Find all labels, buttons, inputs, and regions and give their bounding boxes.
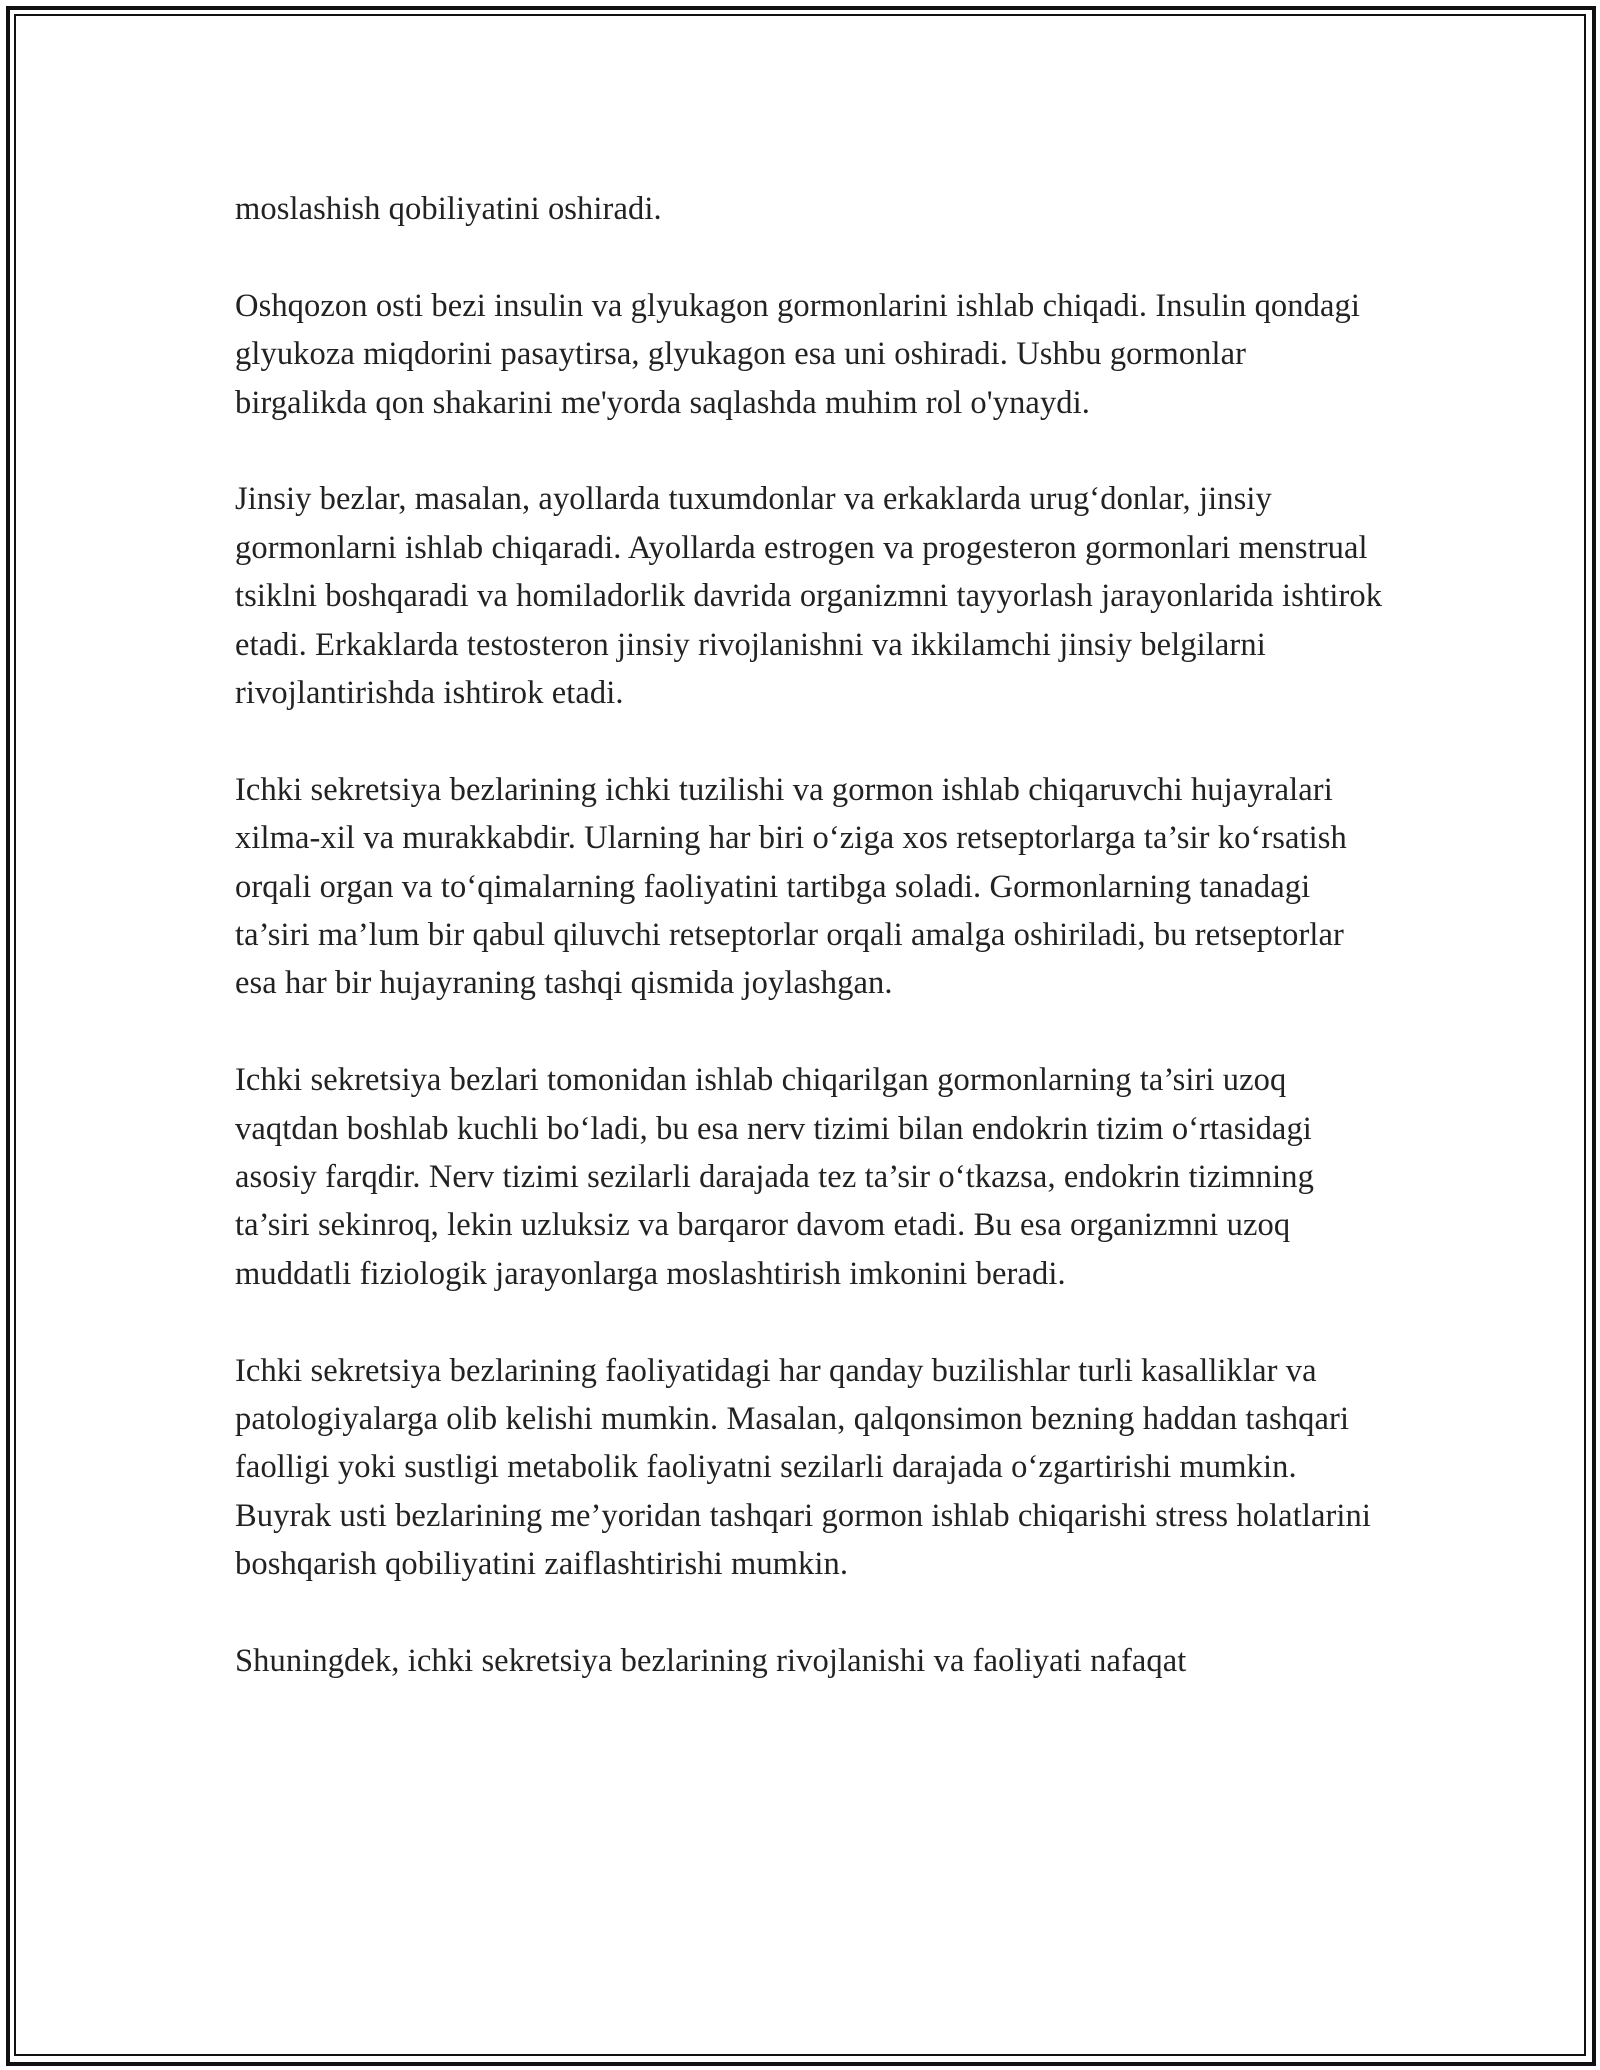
paragraph-development: Shuningdek, ichki sekretsiya bezlarining rivojlanishi va faoliyati nafaqat — [235, 1643, 1187, 1680]
paragraph-pancreas: Oshqozon osti bezi insulin va glyukagon gormonlarini ishlab chiqadi. Insulin qondagi glyukoza miqdorini pasaytirsa, glyukagon esa uni oshiradi. Ushbu gormonlar birgalikda qon shakarini me'yorda saqlashda muhim rol o'ynaydi. — [235, 287, 1360, 421]
paragraph-sex-glands: Jinsiy bezlar, masalan, ayollarda tuxumdonlar va erkaklarda urug‘donlar, jinsiy gormonlarni ishlab chiqaradi. Ayollarda estrogen va progesteron gormonlari menstrual tsiklni boshqaradi va homiladorlik davrida organizmni tayyorlash jarayonlarida ishtirok etadi. Erkaklarda testosteron jinsiy rivojlanishni va ikkilamchi jinsiy belgilarni rivojlantirishda ishtirok etadi. — [235, 481, 1383, 712]
paragraph-disorders: Ichki sekretsiya bezlarining faoliyatidagi har qanday buzilishlar turli kasalliklar va patologiyalarga olib kelishi mumkin. Masalan, qalqonsimon bezning haddan tashqari faolligi yoki sustligi metabolik faoliyatni sezilarli darajada o‘zgartirishi mumkin. Buyrak usti bezlarining me’yoridan tashqari gormon ishlab chiqarishi stress holatlarini boshqarish qobiliyatini zaiflashtirishi mumkin. — [235, 1352, 1372, 1583]
document-body — [235, 185, 1385, 1686]
paragraph-continuation: moslashish qobiliyatini oshiradi. — [235, 191, 662, 227]
paragraph-gland-structure: Ichki sekretsiya bezlarining ichki tuzilishi va gormon ishlab chiqaruvchi hujayralari xilma-xil va murakkabdir. Ularning har biri o‘ziga xos retseptorlarga ta’sir ko‘rsatish orqali organ va to‘qimalarning faoliyatini tartibga soladi. Gormonlarning tanadagi ta’siri ma’lum bir qabul qiluvchi retseptorlar orqali amalga oshiriladi, bu retseptorlar esa har bir hujayraning tashqi qismida joylashgan. — [235, 771, 1347, 1002]
paragraph-hormone-effect: Ichki sekretsiya bezlari tomonidan ishlab chiqarilgan gormonlarning ta’siri uzoq vaqtdan boshlab kuchli bo‘ladi, bu esa nerv tizimi bilan endokrin tizim o‘rtasidagi asosiy farqdir. Nerv tizimi sezilarli darajada tez ta’sir o‘tkazsa, endokrin tizimning ta’siri sekinroq, lekin uzluksiz va barqaror davom etadi. Bu esa organizmni uzoq muddatli fiziologik jarayonlarga moslashtirish imkonini beradi. — [235, 1062, 1314, 1292]
